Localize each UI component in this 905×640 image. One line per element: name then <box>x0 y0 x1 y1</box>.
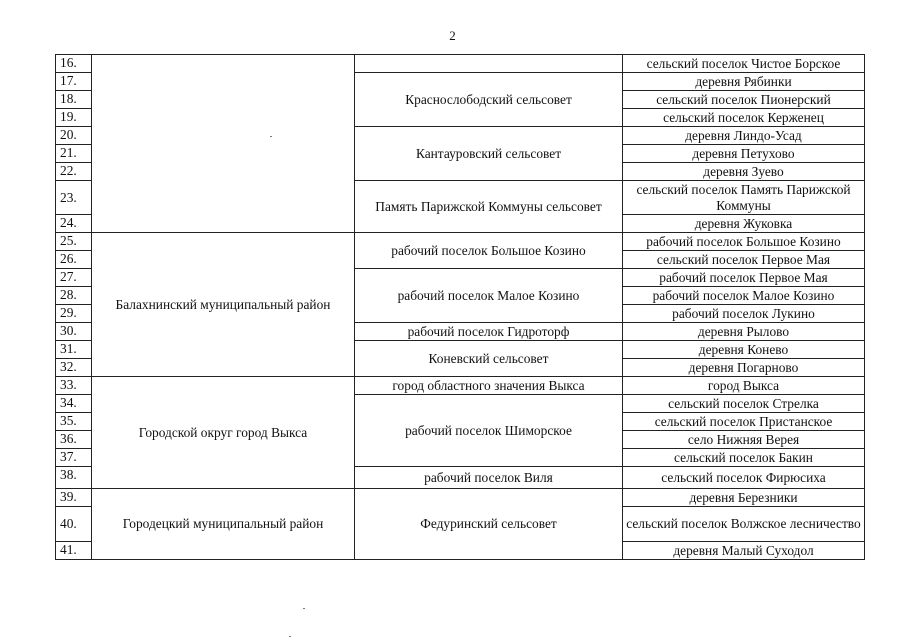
table-row <box>56 233 865 251</box>
municipality-cell: Федуринский сельсовет <box>355 489 623 560</box>
row-number: 35. <box>56 413 92 431</box>
settlement-cell: деревня Погарново <box>623 359 865 377</box>
settlement-cell: деревня Малый Суходол <box>623 542 865 560</box>
settlement-cell: сельский поселок Фирюсиха <box>623 467 865 489</box>
settlement-cell: сельский поселок Стрелка <box>623 395 865 413</box>
row-number: 22. <box>56 163 92 181</box>
row-number: 21. <box>56 145 92 163</box>
municipality-cell: Краснослободский сельсовет <box>355 73 623 127</box>
row-number: 27. <box>56 269 92 287</box>
municipality-cell: рабочий поселок Виля <box>355 467 623 489</box>
municipality-cell: Коневский сельсовет <box>355 341 623 377</box>
row-number: 17. <box>56 73 92 91</box>
settlement-cell: город Выкса <box>623 377 865 395</box>
row-number: 23. <box>56 181 92 215</box>
settlement-cell: сельский поселок Пристанское <box>623 413 865 431</box>
scan-speck <box>270 136 272 137</box>
municipality-cell: рабочий поселок Большое Козино <box>355 233 623 269</box>
settlement-cell: сельский поселок Пионерский <box>623 91 865 109</box>
row-number: 26. <box>56 251 92 269</box>
row-number: 29. <box>56 305 92 323</box>
settlement-cell: деревня Конево <box>623 341 865 359</box>
row-number: 34. <box>56 395 92 413</box>
row-number: 30. <box>56 323 92 341</box>
settlement-cell: рабочий поселок Большое Козино <box>623 233 865 251</box>
row-number: 19. <box>56 109 92 127</box>
row-number: 36. <box>56 431 92 449</box>
municipality-cell: город областного значения Выкса <box>355 377 623 395</box>
row-number: 33. <box>56 377 92 395</box>
table-row <box>56 489 865 507</box>
settlement-cell: деревня Березники <box>623 489 865 507</box>
row-number: 41. <box>56 542 92 560</box>
municipality-cell: рабочий поселок Гидроторф <box>355 323 623 341</box>
scan-speck <box>303 608 305 609</box>
settlement-cell: рабочий поселок Первое Мая <box>623 269 865 287</box>
row-number: 28. <box>56 287 92 305</box>
row-number: 31. <box>56 341 92 359</box>
municipality-cell: Кантауровский сельсовет <box>355 127 623 181</box>
settlement-cell: рабочий поселок Лукино <box>623 305 865 323</box>
settlement-cell: деревня Жуковка <box>623 215 865 233</box>
row-number: 39. <box>56 489 92 507</box>
table-row <box>56 55 865 73</box>
settlement-cell: рабочий поселок Малое Козино <box>623 287 865 305</box>
settlement-cell: деревня Рылово <box>623 323 865 341</box>
table-row <box>56 377 865 395</box>
row-number: 25. <box>56 233 92 251</box>
scan-speck <box>289 636 291 637</box>
settlement-cell: деревня Рябинки <box>623 73 865 91</box>
district-cell: Городецкий муниципальный район <box>92 489 355 560</box>
district-cell: Городской округ город Выкса <box>92 377 355 489</box>
row-number: 40. <box>56 507 92 542</box>
row-number: 32. <box>56 359 92 377</box>
settlement-cell: сельский поселок Память Парижской Коммуны <box>623 181 865 215</box>
row-number: 16. <box>56 55 92 73</box>
settlement-cell: сельский поселок Первое Мая <box>623 251 865 269</box>
settlement-cell: деревня Петухово <box>623 145 865 163</box>
municipality-cell: рабочий поселок Шиморское <box>355 395 623 467</box>
settlement-cell: село Нижняя Верея <box>623 431 865 449</box>
settlement-cell: сельский поселок Чистое Борское <box>623 55 865 73</box>
settlements-table <box>55 54 865 560</box>
district-cell <box>92 55 355 233</box>
settlement-cell: сельский поселок Бакин <box>623 449 865 467</box>
row-number: 18. <box>56 91 92 109</box>
row-number: 20. <box>56 127 92 145</box>
settlement-cell: деревня Зуево <box>623 163 865 181</box>
row-number: 24. <box>56 215 92 233</box>
settlement-cell: сельский поселок Волжское лесничество <box>623 507 865 542</box>
municipality-cell: Память Парижской Коммуны сельсовет <box>355 181 623 233</box>
settlement-cell: деревня Линдо-Усад <box>623 127 865 145</box>
row-number: 38. <box>56 467 92 489</box>
settlement-cell: сельский поселок Керженец <box>623 109 865 127</box>
row-number: 37. <box>56 449 92 467</box>
municipality-cell: рабочий поселок Малое Козино <box>355 269 623 323</box>
page-number: 2 <box>449 28 456 43</box>
district-cell: Балахнинский муниципальный район <box>92 233 355 377</box>
municipality-cell <box>355 55 623 73</box>
